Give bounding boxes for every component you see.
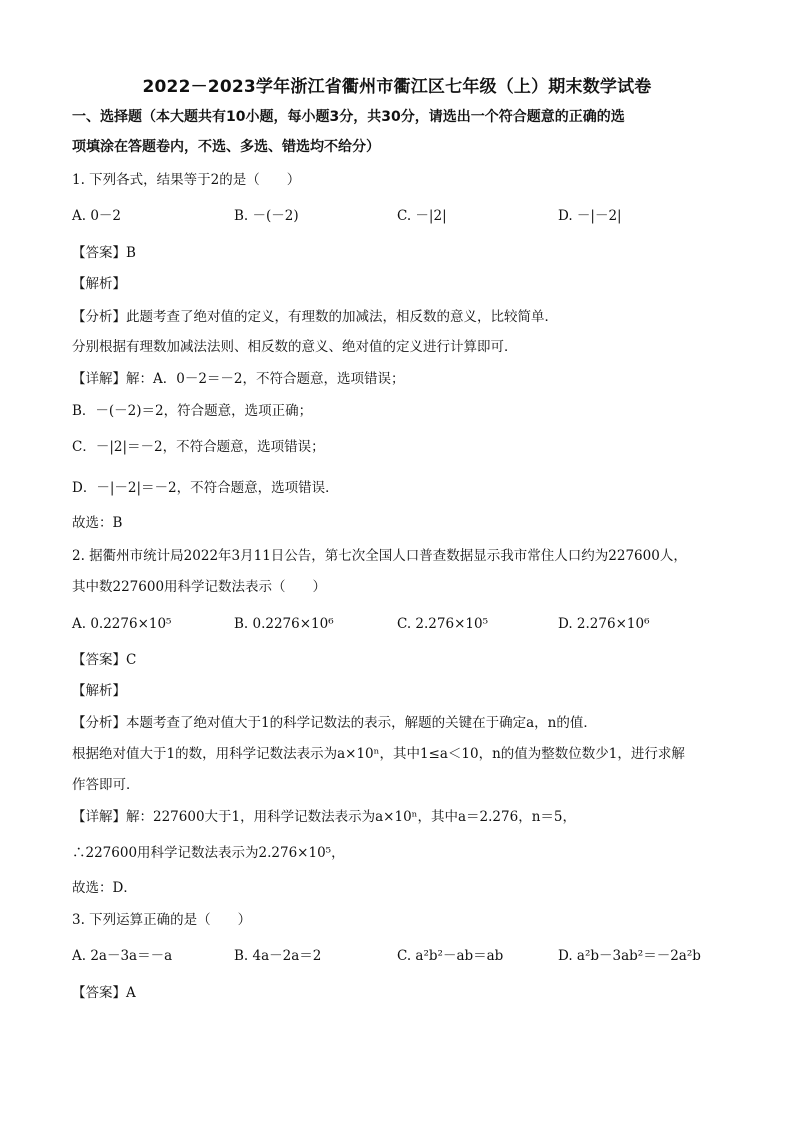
q3-option-c: C. a²b²－ab＝ab [397, 948, 504, 964]
section-heading-line-1: 一、选择题（本大题共有10小题，每小题3分，共30分，请选出一个符合题意的正确的选 [72, 109, 625, 125]
q2-option-a: A. 0.2276×10⁵ [72, 616, 172, 632]
q3-answer: 【答案】A [72, 985, 136, 1001]
q3-option-a: A. 2a－3a＝－a [72, 948, 173, 964]
q2-choice: 故选：D． [72, 880, 137, 896]
section-heading-line-2: 项填涂在答题卷内，不选、多选、错选均不给分） [72, 139, 380, 155]
q3-stem: 3. 下列运算正确的是（ ） [72, 912, 252, 928]
q1-answer: 【答案】B [72, 245, 136, 261]
q1-stem: 1. 下列各式，结果等于2的是（ ） [72, 172, 301, 188]
q2-analysis-1: 【分析】本题考查了绝对值大于1的科学记数法的表示，解题的关键在于确定a，n的值． [72, 715, 597, 731]
q1-detail-2: B．－(－2)＝2，符合题意，选项正确； [72, 403, 313, 419]
q1-analysis-1: 【分析】此题考查了绝对值的定义，有理数的加减法，相反数的意义，比较简单． [72, 309, 558, 325]
q1-choice: 故选：B [72, 515, 123, 531]
q1-option-d: D. －|－2| [558, 208, 622, 224]
q2-stem-2: 其中数227600用科学记数法表示（ ） [72, 579, 327, 595]
q1-jiexi: 【解析】 [72, 276, 126, 292]
q2-option-c: C. 2.276×10⁵ [397, 616, 488, 632]
q2-option-d: D. 2.276×10⁶ [558, 616, 650, 632]
q3-option-d: D. a²b－3ab²＝－2a²b [558, 948, 701, 964]
q3-option-b: B. 4a－2a＝2 [234, 948, 322, 964]
q1-detail-4: D．－|－2|＝－2，不符合题意，选项错误． [72, 480, 339, 496]
q2-answer: 【答案】C [72, 652, 137, 668]
q2-option-b: B. 0.2276×10⁶ [234, 616, 334, 632]
page-title: 2022－2023学年浙江省衢州市衢江区七年级（上）期末数学试卷 [142, 77, 652, 97]
q1-detail-3: C．－|2|＝－2，不符合题意，选项错误； [72, 439, 325, 455]
q1-detail-1: 【详解】解：A．0－2＝－2，不符合题意，选项错误； [72, 371, 405, 387]
q1-analysis-2: 分别根据有理数加减法法则、相反数的意义、绝对值的定义进行计算即可． [72, 339, 518, 355]
q2-analysis-2: 根据绝对值大于1的数，用科学记数法表示为a×10ⁿ，其中1≤a＜10，n的值为整数位数少1，进行求解 [72, 746, 685, 762]
q2-analysis-3: 作答即可． [72, 777, 140, 793]
q2-detail-1: 【详解】解：227600大于1，用科学记数法表示为a×10ⁿ，其中a＝2.276，n＝5， [72, 809, 576, 825]
q2-stem-1: 2. 据衢州市统计局2022年3月11日公告，第七次全国人口普查数据显示我市常住人口约为227600人， [72, 548, 687, 564]
q1-option-b: B. －(－2) [234, 208, 299, 224]
q1-option-c: C. －|2| [397, 208, 447, 224]
q2-detail-2: ∴227600用科学记数法表示为2.276×10⁵， [72, 845, 345, 861]
q1-option-a: A. 0－2 [72, 208, 122, 224]
q2-jiexi: 【解析】 [72, 683, 126, 699]
